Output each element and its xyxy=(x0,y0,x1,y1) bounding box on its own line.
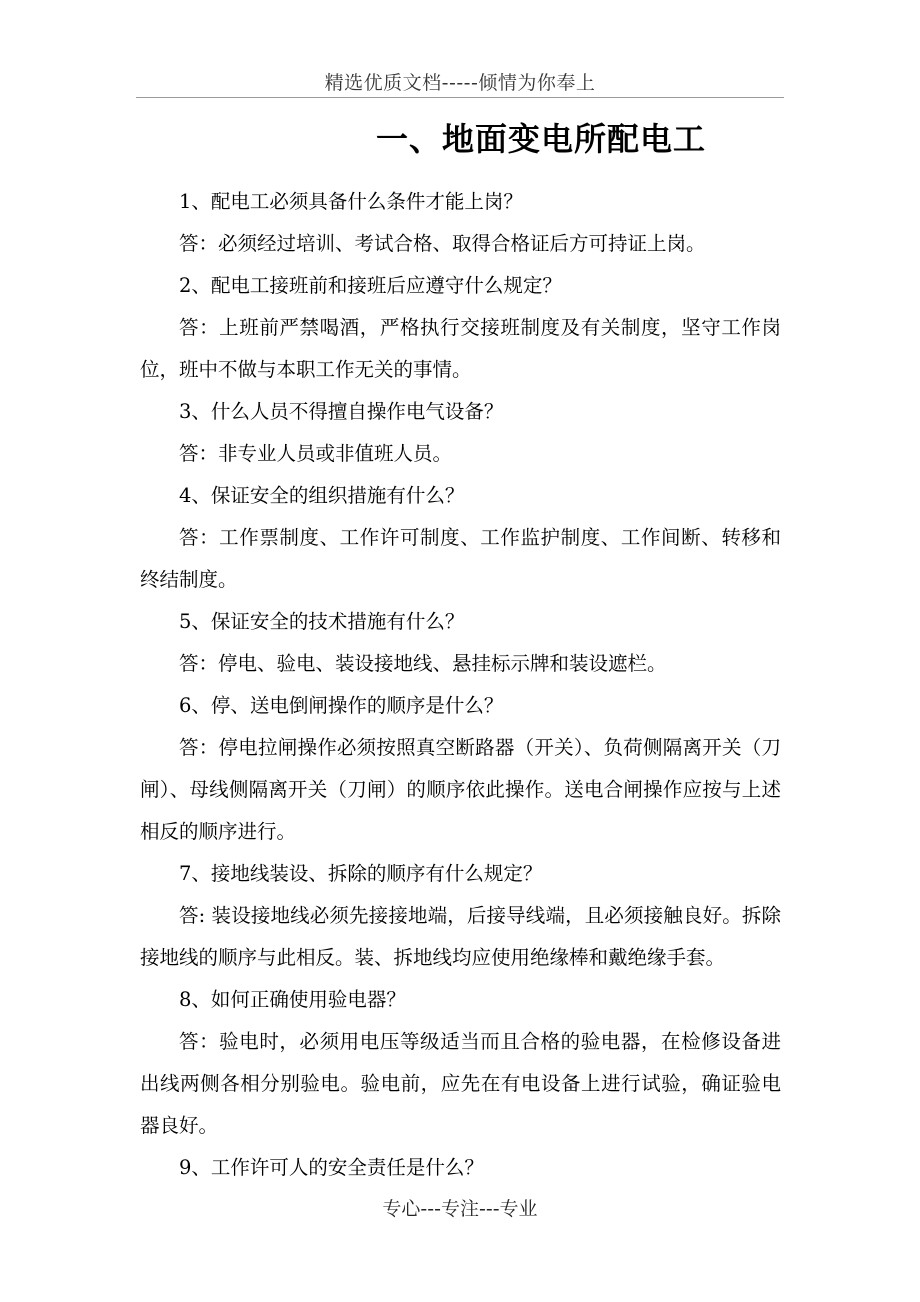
answer-1: 答：必须经过培训、考试合格、取得合格证后方可持证上岗。 xyxy=(179,232,706,255)
answer-8: 答：验电时，必须用电压等级适当而且合格的验电器，在检修设备进出线两侧各相分别验电。验电前，应先在有电设备上进行试验，确证验电器良好。 xyxy=(140,1030,781,1137)
page-header: 精选优质文档-----倾情为你奉上 xyxy=(324,72,596,94)
question-1: 1、配电工必须具备什么条件才能上岗？ xyxy=(179,190,523,213)
document-title: 一、地面变电所配电工 xyxy=(376,120,707,158)
question-9: 9、工作许可人的安全责任是什么？ xyxy=(179,1156,484,1179)
question-3: 3、什么人员不得擅自操作电气设备？ xyxy=(179,400,504,423)
answer-7: 答: 装设接地线必须先接接地端，后接导线端，且必须接触良好。拆除接地线的顺序与此相反。装、拆地线均应使用绝缘棒和戴绝缘手套。 xyxy=(140,904,781,969)
page-footer: 专心---专注---专业 xyxy=(382,1198,538,1220)
answer-3: 答：非专业人员或非值班人员。 xyxy=(179,442,453,465)
question-4: 4、保证安全的组织措施有什么？ xyxy=(179,484,465,507)
question-5: 5、保证安全的技术措施有什么？ xyxy=(179,610,465,633)
answer-4: 答：工作票制度、工作许可制度、工作监护制度、工作间断、转移和终结制度。 xyxy=(140,526,781,591)
answer-2: 答：上班前严禁喝酒，严格执行交接班制度及有关制度，坚守工作岗位，班中不做与本职工作无关的事情。 xyxy=(140,316,781,381)
question-2: 2、配电工接班前和接班后应遵守什么规定？ xyxy=(179,274,562,297)
document-body xyxy=(140,181,781,1189)
answer-6: 答：停电拉闸操作必须按照真空断路器（开关）、负荷侧隔离开关（刀闸）、母线侧隔离开关（刀闸）的顺序依此操作。送电合闸操作应按与上述相反的顺序进行。 xyxy=(140,736,781,843)
question-6: 6、停、送电倒闸操作的顺序是什么？ xyxy=(179,694,504,717)
header-divider xyxy=(136,97,784,98)
question-8: 8、如何正确使用验电器？ xyxy=(179,988,406,1011)
answer-5: 答：停电、验电、装设接地线、悬挂标示牌和装设遮栏。 xyxy=(179,652,667,675)
question-7: 7、接地线装设、拆除的顺序有什么规定？ xyxy=(179,862,543,885)
